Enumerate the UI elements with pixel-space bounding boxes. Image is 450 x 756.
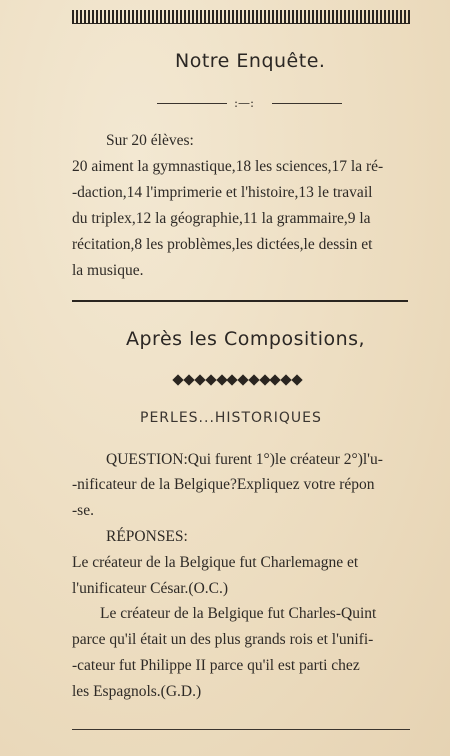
answer-line: parce qu'il était un des plus grands rois et l'unifi- <box>72 631 374 648</box>
perles-subtitle: PERLES...HISTORIQUES <box>140 410 322 426</box>
bottom-rule <box>72 729 410 730</box>
answer-line: l'unificateur César.(O.C.) <box>72 580 229 597</box>
answer-line: les Espagnols.(G.D.) <box>72 683 202 700</box>
question-line: -se. <box>72 502 94 519</box>
top-decorative-rule <box>72 10 410 24</box>
reponses-label: RÉPONSES: <box>106 528 188 545</box>
enquete-line: récitation,8 les problèmes,les dictées,le dessin et <box>72 236 373 253</box>
enquete-title: Notre Enquête. <box>175 50 326 72</box>
enquete-line: Sur 20 élèves: <box>106 132 194 149</box>
question-line: QUESTION:Qui furent 1°)le créateur 2°)l'u- <box>106 451 383 468</box>
answer-line: Le créateur de la Belgique fut Charles-Quint <box>100 605 377 622</box>
question-line: -nificateur de la Belgique?Expliquez votre répon <box>72 476 375 493</box>
separator-mark: :—: <box>234 96 255 110</box>
diamond-ornament <box>173 373 311 387</box>
answer-line: -cateur fut Philippe II parce qu'il est parti chez <box>72 657 360 674</box>
section-divider <box>72 300 408 302</box>
enquete-line: 20 aiment la gymnastique,18 les sciences,17 la ré- <box>72 158 384 175</box>
enquete-line: du triplex,12 la géographie,11 la grammaire,9 la <box>72 210 371 227</box>
enquete-line: -daction,14 l'imprimerie et l'histoire,13 le travail <box>72 184 373 201</box>
compositions-title: Après les Compositions, <box>126 328 366 350</box>
separator-left-line <box>157 103 227 104</box>
enquete-line: la musique. <box>72 262 144 279</box>
separator-right-line <box>272 103 342 104</box>
answer-line: Le créateur de la Belgique fut Charlemagne et <box>72 554 359 571</box>
